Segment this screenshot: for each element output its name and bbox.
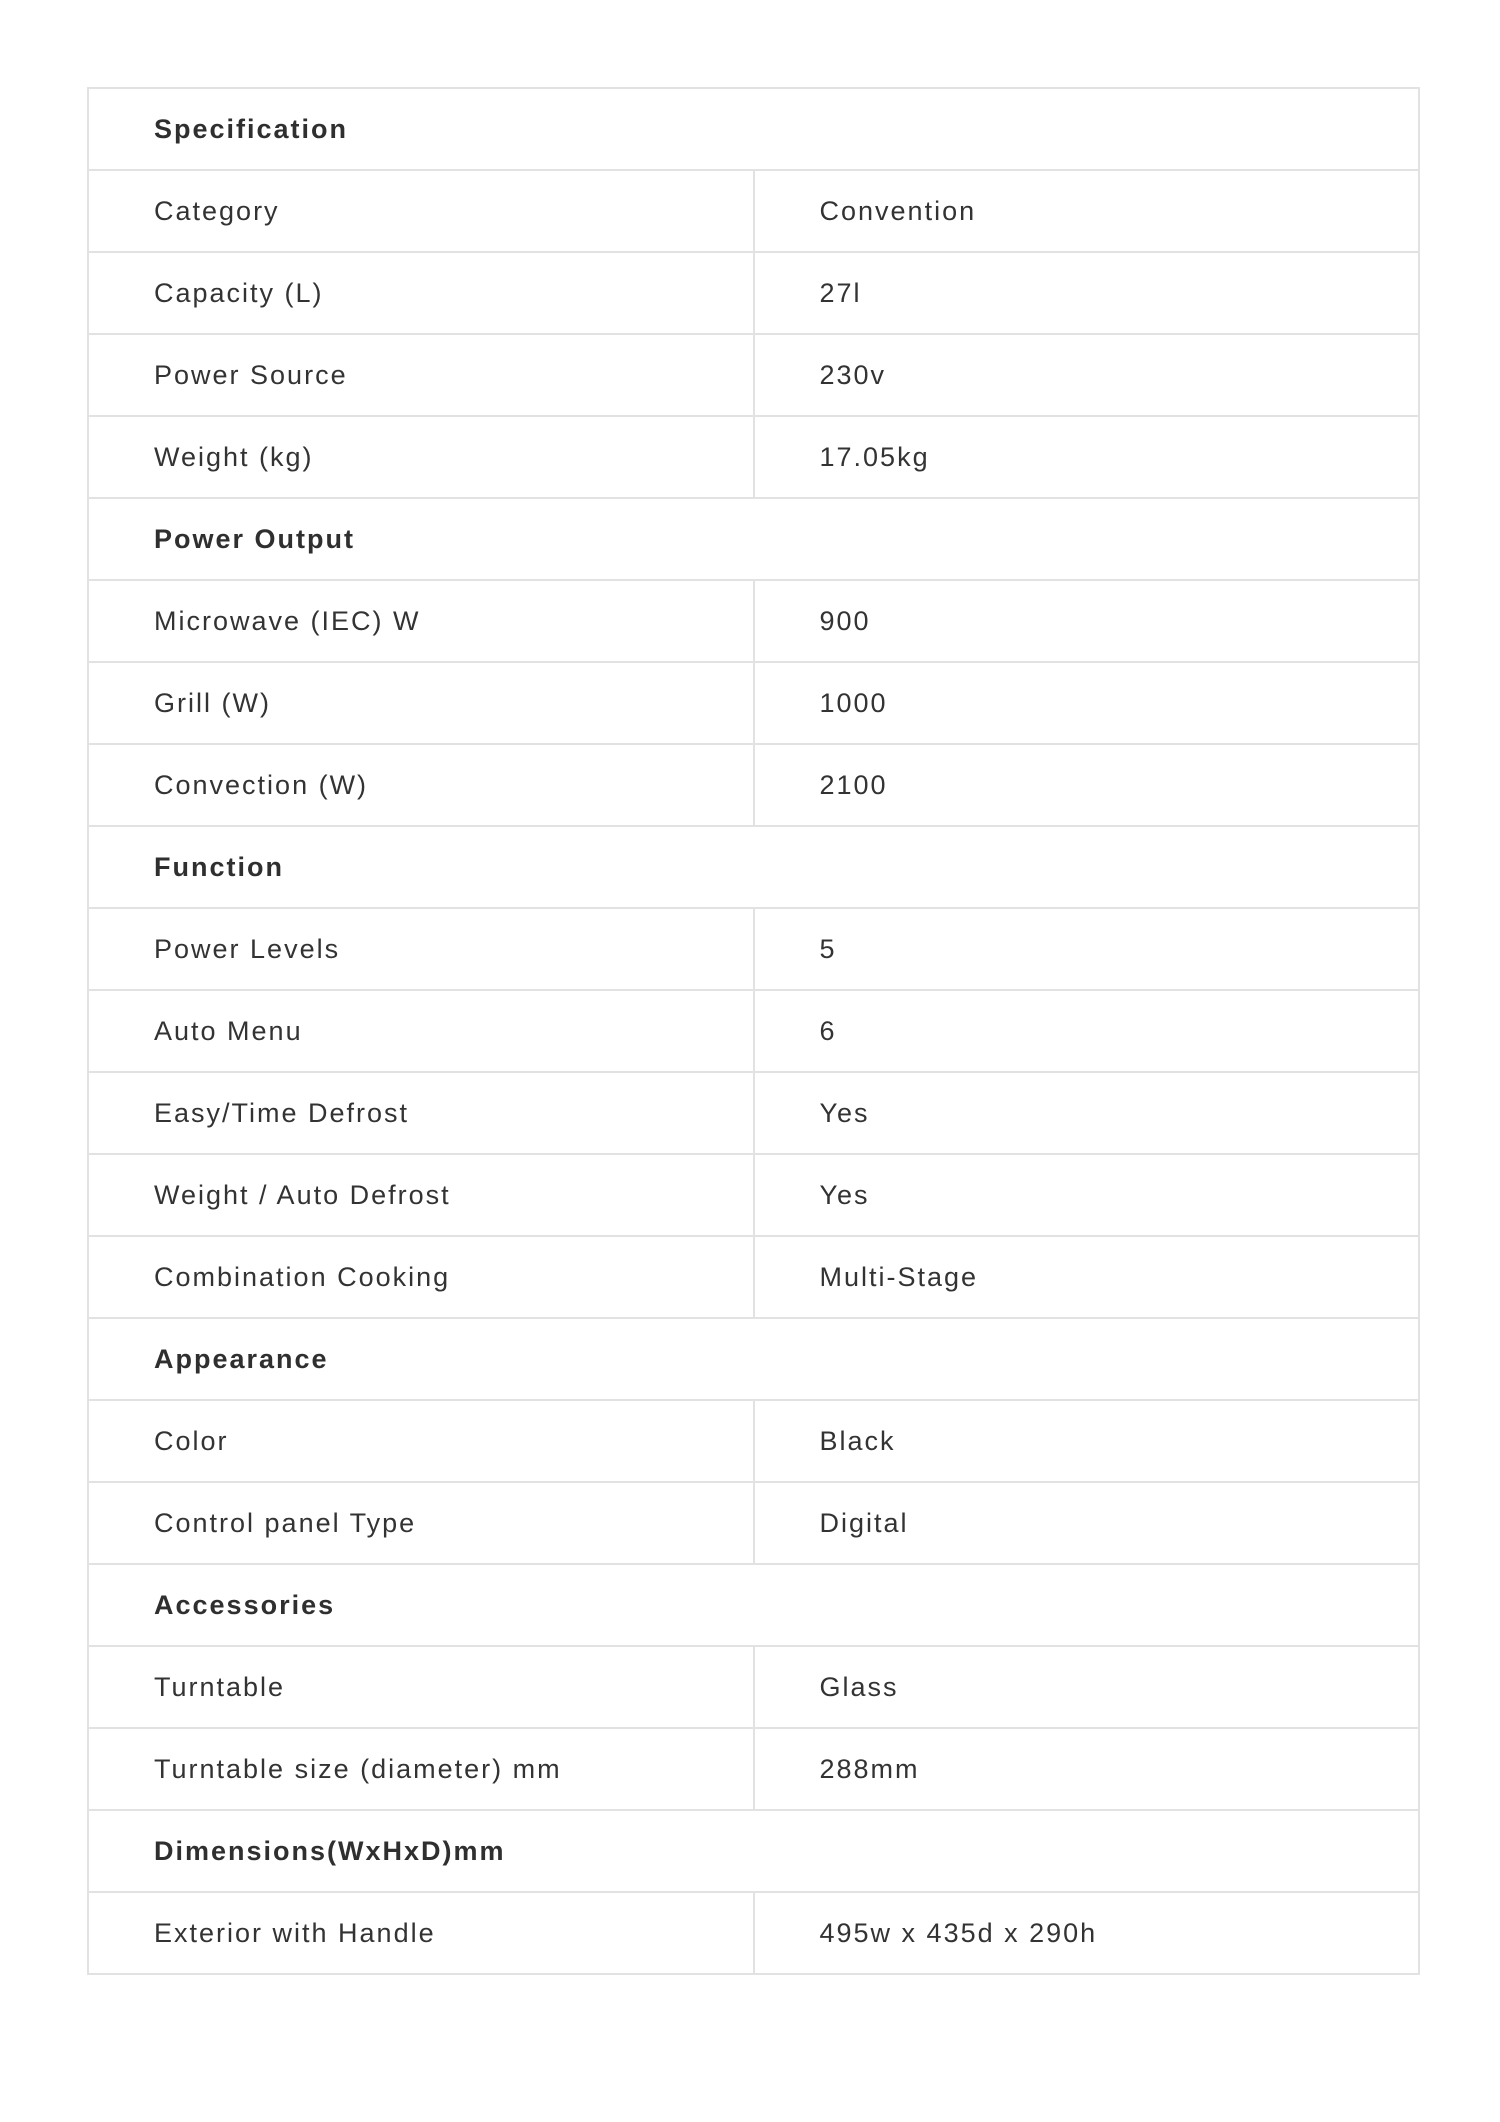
spec-label: Turntable [88,1646,754,1728]
section-header-row [88,1564,1419,1646]
spec-row [88,252,1419,334]
section-header-row [88,498,1419,580]
section-header-row [88,826,1419,908]
spec-value: 230v [754,334,1420,416]
spec-label: Control panel Type [88,1482,754,1564]
spec-label: Capacity (L) [88,252,754,334]
spec-value: Glass [754,1646,1420,1728]
spec-row [88,662,1419,744]
spec-label: Weight / Auto Defrost [88,1154,754,1236]
spec-row [88,1728,1419,1810]
spec-row [88,580,1419,662]
section-heading: Dimensions(WxHxD)mm [88,1810,1419,1892]
spec-value: 1000 [754,662,1420,744]
spec-row [88,334,1419,416]
spec-row [88,1646,1419,1728]
spec-row [88,1154,1419,1236]
spec-label: Power Source [88,334,754,416]
spec-row [88,1400,1419,1482]
spec-row [88,908,1419,990]
section-heading: Accessories [88,1564,1419,1646]
spec-value: 2100 [754,744,1420,826]
specification-table [87,87,1420,1975]
spec-row [88,416,1419,498]
spec-label: Weight (kg) [88,416,754,498]
section-heading: Specification [88,88,1419,170]
spec-value: Convention [754,170,1420,252]
spec-value: Multi-Stage [754,1236,1420,1318]
spec-value: 495w x 435d x 290h [754,1892,1420,1974]
section-header-row [88,88,1419,170]
section-header-row [88,1318,1419,1400]
spec-label: Grill (W) [88,662,754,744]
section-header-row [88,1810,1419,1892]
spec-label: Combination Cooking [88,1236,754,1318]
spec-label: Convection (W) [88,744,754,826]
spec-value: Digital [754,1482,1420,1564]
spec-row [88,1892,1419,1974]
spec-row [88,170,1419,252]
spec-value: Yes [754,1072,1420,1154]
spec-value: Yes [754,1154,1420,1236]
spec-value: 6 [754,990,1420,1072]
spec-row [88,990,1419,1072]
spec-label: Exterior with Handle [88,1892,754,1974]
spec-label: Auto Menu [88,990,754,1072]
spec-row [88,1482,1419,1564]
spec-label: Color [88,1400,754,1482]
section-heading: Power Output [88,498,1419,580]
spec-value: Black [754,1400,1420,1482]
spec-value: 5 [754,908,1420,990]
spec-label: Turntable size (diameter) mm [88,1728,754,1810]
spec-value: 288mm [754,1728,1420,1810]
spec-value: 900 [754,580,1420,662]
spec-label: Power Levels [88,908,754,990]
spec-row [88,744,1419,826]
section-heading: Function [88,826,1419,908]
spec-row [88,1236,1419,1318]
spec-value: 27l [754,252,1420,334]
section-heading: Appearance [88,1318,1419,1400]
spec-value: 17.05kg [754,416,1420,498]
spec-label: Microwave (IEC) W [88,580,754,662]
spec-label: Easy/Time Defrost [88,1072,754,1154]
spec-row [88,1072,1419,1154]
spec-label: Category [88,170,754,252]
